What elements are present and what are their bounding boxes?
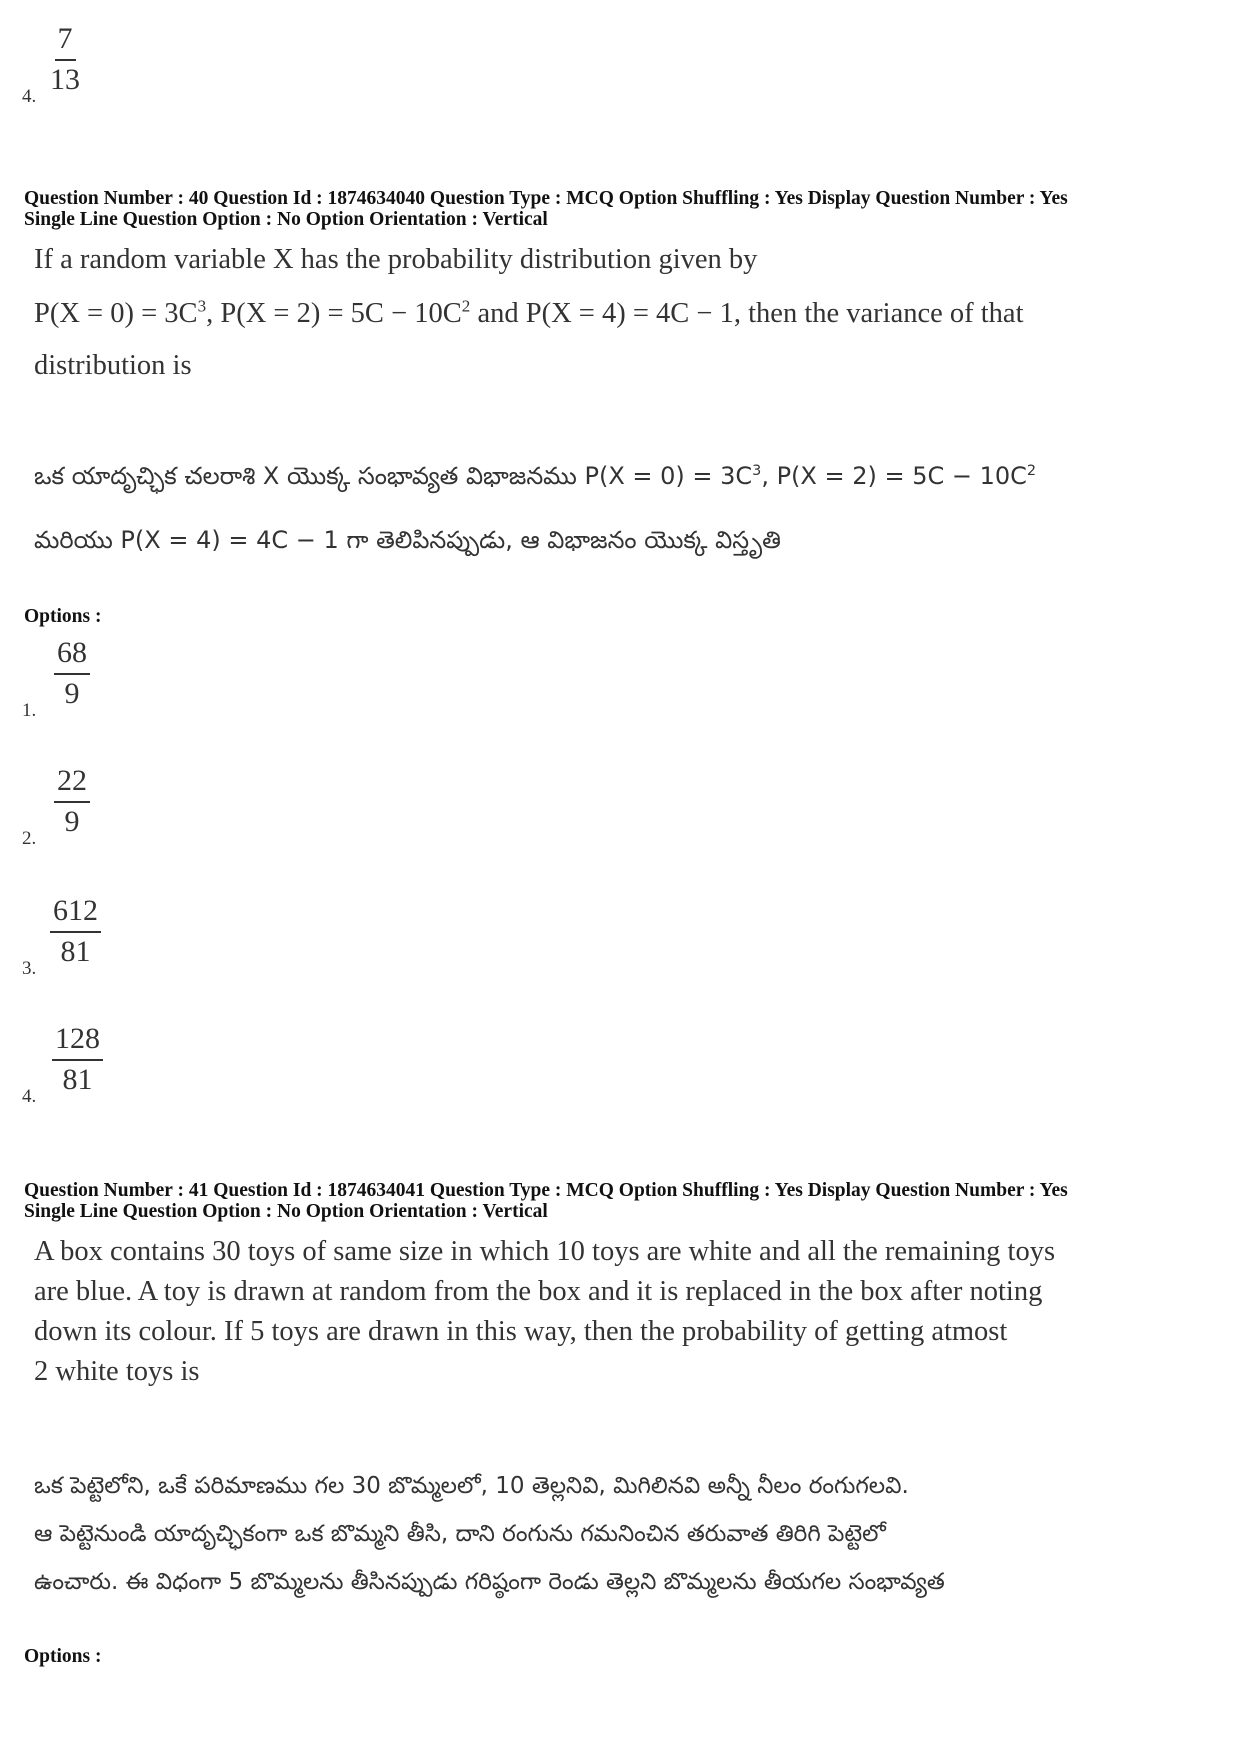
numerator: 7	[55, 22, 76, 61]
numerator: 612	[50, 894, 101, 933]
q40-option-2[interactable]	[54, 764, 90, 839]
q40-line2-tail: , then the variance of that	[733, 298, 1024, 329]
q40-p2-exponent: 2	[461, 296, 471, 316]
q41-telugu-line3: ఉంచారు. ఈ విధంగా 5 బొమ్మలను తీసినప్పుడు గరిష్ఠంగా రెండు తెల్లని బొమ్మలను తీయగల సంభావ్యత	[34, 1569, 945, 1595]
fraction	[54, 764, 90, 839]
q40-option-4[interactable]	[52, 1022, 103, 1097]
q40-option-4-number: 4.	[22, 1086, 37, 1107]
q40-english-line1: If a random variable X has the probability distribution given by	[34, 244, 758, 275]
q40-options-label: Options :	[24, 606, 102, 627]
q40-meta-line1: Question Number : 40 Question Id : 1874634040 Question Type : MCQ Option Shuffling : Yes Display Question Number : Yes	[24, 188, 1068, 209]
q40-te-exp-a: 3	[752, 463, 762, 479]
fraction	[50, 894, 101, 969]
q40-english-line2	[34, 294, 1024, 334]
q40-p2: , P(X = 2) = 5C − 10C	[206, 298, 462, 329]
q41-meta-line2: Single Line Question Option : No Option Orientation : Vertical	[24, 1201, 548, 1222]
q41-english-line2: are blue. A toy is drawn at random from the box and it is replaced in the box after noting	[34, 1276, 1043, 1307]
denominator: 13	[50, 62, 80, 96]
fraction	[52, 1022, 103, 1097]
q40-option-2-number: 2.	[22, 828, 37, 849]
denominator: 9	[64, 804, 80, 838]
denominator: 81	[60, 934, 91, 968]
q40-option-3-number: 3.	[22, 958, 37, 979]
q41-telugu-line1: ఒక పెట్టెలోని, ఒకే పరిమాణము గల 30 బొమ్మలలో, 10 తెల్లనివి, మిగిలినవి అన్నీ నీలం రంగుగలవి.	[34, 1473, 909, 1499]
q41-options-label: Options :	[24, 1646, 102, 1667]
q40-p0-exponent: 3	[197, 296, 207, 316]
q41-english-line4: 2 white toys is	[34, 1356, 200, 1387]
q40-english-line3: distribution is	[34, 350, 192, 381]
prev-option-4-number: 4.	[22, 86, 37, 107]
numerator: 68	[54, 636, 90, 675]
denominator: 9	[64, 676, 80, 710]
q40-te-part-a: ఒక యాదృచ్ఛిక చలరాశి X యొక్క సంభావ్యత విభాజనము P(X = 0) = 3C	[34, 462, 753, 490]
q41-english-line3: down its colour. If 5 toys are drawn in this way, then the probability of getting atmost	[34, 1316, 1008, 1347]
q41-meta-line1: Question Number : 41 Question Id : 1874634041 Question Type : MCQ Option Shuffling : Yes Display Question Number : Yes	[24, 1180, 1068, 1201]
fraction	[50, 22, 80, 97]
q40-telugu-line1	[34, 448, 1036, 504]
q40-te-part-b: , P(X = 2) = 5C − 10C	[761, 462, 1027, 490]
q40-meta-line2: Single Line Question Option : No Option Orientation : Vertical	[24, 209, 548, 230]
q41-english-line1: A box contains 30 toys of same size in which 10 toys are white and all the remaining toys	[34, 1236, 1056, 1267]
q40-option-1[interactable]	[54, 636, 90, 711]
q41-telugu-line2: ఆ పెట్టెనుండి యాదృచ్ఛికంగా ఒక బొమ్మని తీసి, దాని రంగును గమనించిన తరువాత తిరిగి పెట్టెలో	[34, 1521, 886, 1547]
q40-te-exp-b: 2	[1026, 463, 1037, 479]
numerator: 22	[54, 764, 90, 803]
numerator: 128	[52, 1022, 103, 1061]
prev-option-4[interactable]	[50, 22, 80, 97]
q40-option-3[interactable]	[50, 894, 101, 969]
denominator: 81	[62, 1062, 93, 1096]
fraction	[54, 636, 90, 711]
q40-p0: P(X = 0) = 3C	[34, 298, 198, 329]
q40-p4: and P(X = 4) = 4C − 1	[470, 298, 734, 329]
q40-option-1-number: 1.	[22, 700, 37, 721]
q40-telugu-line2: మరియు P(X = 4) = 4C − 1 గా తెలిపినప్పుడు, ఆ విభాజనం యొక్క విస్తృతి	[34, 526, 781, 554]
